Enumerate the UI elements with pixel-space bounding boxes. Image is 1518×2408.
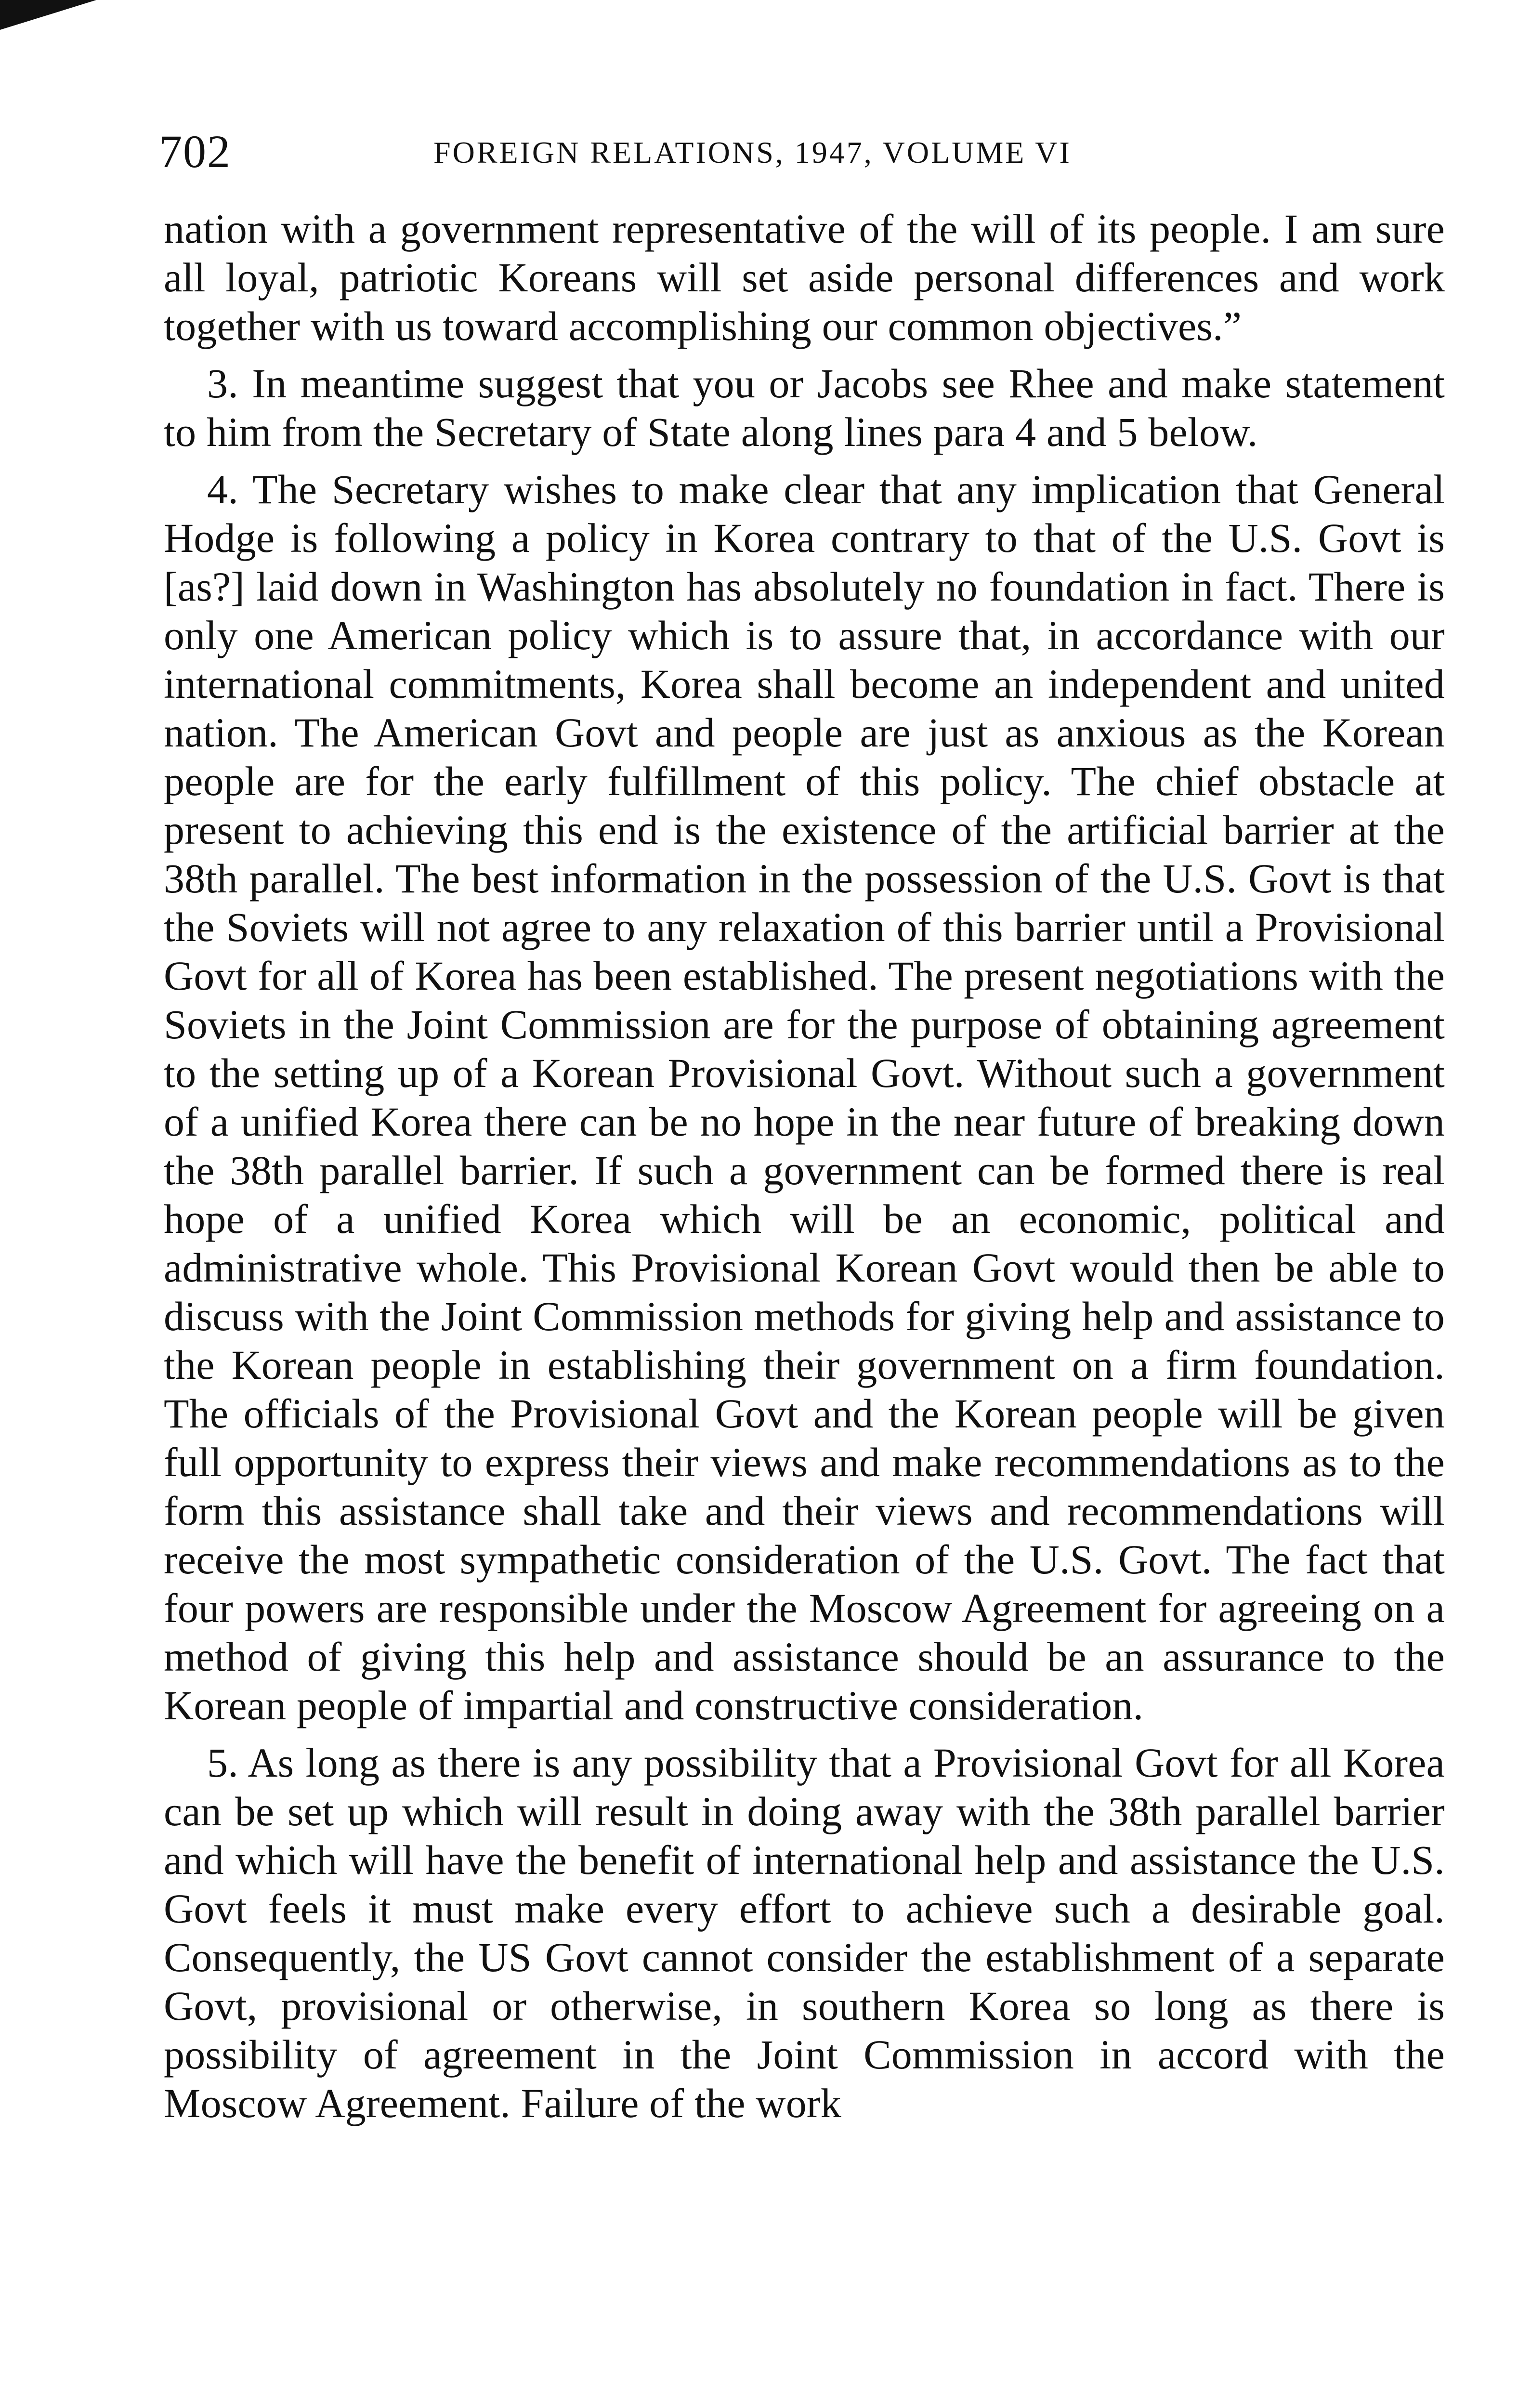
paragraph-3: 3. In meantime suggest that you or Jacobs see Rhee and make statement to him from the Secretary of State along lines para 4 and 5 below.	[164, 360, 1445, 455]
paragraph-4: 4. The Secretary wishes to make clear that any implication that General Hodge is following a policy in Korea contrary to that of the U.S. Govt is [as?] laid down in Washington has absolutely no foundation in fact. There is only one American policy which is to assure that, in accordance with our international commitments, Korea shall become an independent and united nation. The American Govt and people are just as anxious as the Korean people are for the early fulfillment of this policy. The chief obstacle at present to achieving this end is the existence of the artificial barrier at the 38th parallel. The best information in the possession of the U.S. Govt is that the Soviets will not agree to any relaxation of this barrier until a Provisional Govt for all of Korea has been established. The present negotiations with the Soviets in the Joint Commission are for the purpose of obtaining agreement to the setting up of a Korean Provisional Govt. Without such a government of a unified Korea there can be no hope in the near future of breaking down the 38th parallel barrier. If such a government can be formed there is real hope of a unified Korea which will be an economic, political and administrative whole. This Provisional Korean Govt would then be able to discuss with the Joint Commission methods for giving help and assistance to the Korean people in establishing their government on a firm foundation. The officials of the Provisional Govt and the Korean people will be given full opportunity to express their views and make recommendations as to the form this assistance shall take and their views and recommendations will receive the most sympathetic consideration of the U.S. Govt. The fact that four powers are responsible under the Moscow Agreement for agreeing on a method of giving this help and assistance should be an assurance to the Korean people of impartial and constructive consideration.	[164, 466, 1445, 1728]
page-header	[159, 123, 1459, 181]
page-number: 702	[159, 126, 231, 177]
page-corner-mark	[0, 0, 96, 30]
paragraph-continuation: nation with a government representative of the will of its people. I am sure all loyal, patriotic Koreans will set aside personal differences and work together with us toward accomplishing our common objectives.”	[164, 206, 1445, 349]
running-head: FOREIGN RELATIONS, 1947, VOLUME VI	[433, 135, 1072, 170]
paragraph-5: 5. As long as there is any possibility that a Provisional Govt for all Korea can be set up which will result in doing away with the 38th parallel barrier and which will have the benefit of international help and assistance the U.S. Govt feels it must make every effort to achieve such a desirable goal. Consequently, the US Govt cannot consider the establishment of a separate Govt, provisional or otherwise, in southern Korea so long as there is possibility of agreement in the Joint Commission in accord with the Moscow Agreement. Failure of the work	[164, 1740, 1445, 2126]
document-body	[164, 205, 1445, 2128]
